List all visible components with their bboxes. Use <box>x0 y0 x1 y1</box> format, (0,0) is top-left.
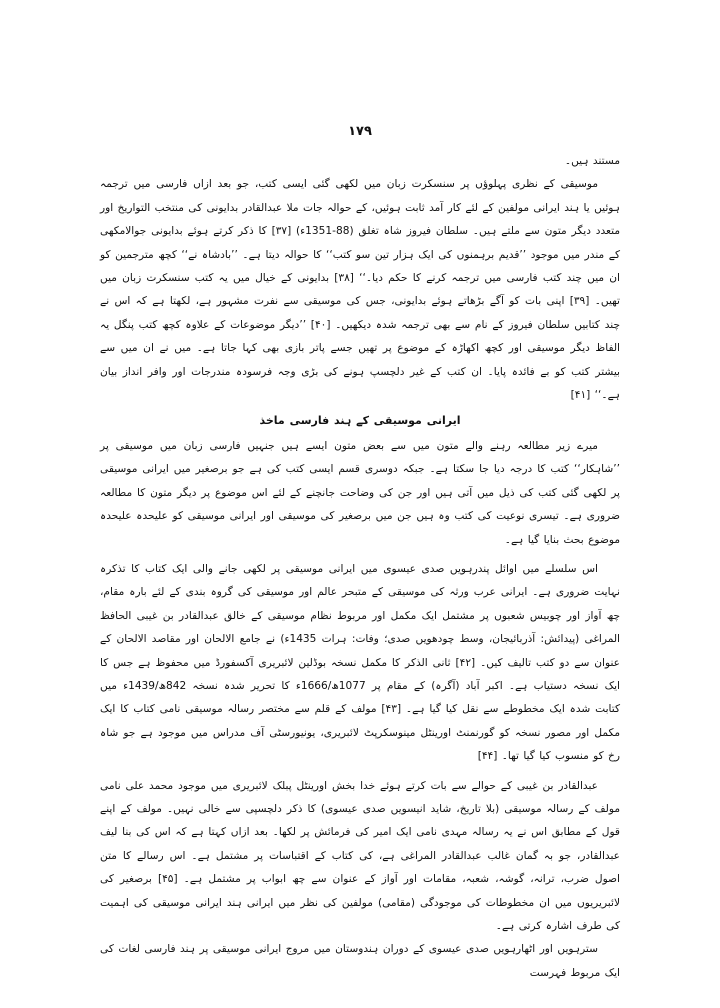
page-number: ۱۷۹ <box>348 124 372 139</box>
body-text <box>100 150 620 985</box>
paragraph: سترہویں اور اٹھارہویں صدی عیسوی کے دوران ہندوستان میں مروج ایرانی موسیقی پر ہند فارسی لغات کی ایک مربوط فہرست <box>100 943 620 979</box>
paragraph: موسیقی کے نظری پہلوؤں پر سنسکرت زبان میں لکھی گئی ایسی کتب، جو بعد ازاں فارسی میں ترجمہ ہوئیں یا ہند ایرانی مولفین کے لئے کار آمد ثابت ہوئیں، کے حوالہ جات ملا عبدالقادر بدایونی کی منتخب التواریخ اور متعدد دیگر متون سے ملتے ہیں۔ سلطان فیروز شاہ تغلق (88-1351ء) [۳۷] کا ذکر کرتے ہوئے بدایونی جوالامکھی کے مندر میں موجود ’’قدیم برہمنوں کی ایک ہزار تین سو کتب‘‘ کا حوالہ دیتا ہے۔ ’’بادشاہ نے‘‘ کچھ مترجمین کو ان میں چند کتب فارسی میں ترجمہ کرنے کا حکم دیا۔‘‘ [۳۸] بدایونی کے خیال میں یہ کتب سنسکرت زبان میں تھیں۔ [۳۹] اپنی بات کو آگے بڑھاتے ہوئے بدایونی، جس کی موسیقی سے نفرت مشہور ہے، لکھتا ہے کہ اس نے چند کتابیں سلطان فیروز کے نام سے بھی ترجمہ شدہ دیکھیں۔ [۴۰] ’’دیگر موضوعات کے علاوہ کچھ کتب پنگل یہ الفاظ دیگر موسیقی اور کچھ اکھاڑہ کے موضوع پر تھیں جسے پاتر بازی بھی کہا جاتا ہے۔ میں نے ان میں سے بیشتر کتب کو بے فائدہ پایا۔ ان کتب کے غیر دلچسپ ہونے کی بڑی وجہ فرسودہ مندرجات اور وافر انداز بیان ہے۔‘‘ [۴۱] <box>100 178 621 402</box>
section-heading: ایرانی موسیقی کے ہند فارسی ماخذ <box>259 414 461 428</box>
paragraph: میرے زیر مطالعہ رہنے والے متون میں سے بعض متون ایسے ہیں جنہیں فارسی زبان میں موسیقی پر ’’شاہکار‘‘ کتب کا درجہ دیا جا سکتا ہے۔ جبکہ دوسری قسم ایسی کتب کی ہے جو برصغیر میں ایرانی موسیقی پر لکھی گئی کتب کی ذیل میں آتی ہیں اور جن کی وضاحت جانچنے کے لئے اس موضوع پر دیگر متون کا مطالعہ ضروری ہے۔ تیسری نوعیت کی کتب وہ ہیں جن میں برصغیر کی موسیقی اور ایرانی موسیقی کو علیحدہ علیحدہ موضوع بحث بنایا گیا ہے۔ <box>100 439 620 546</box>
paragraph: عبدالقادر بن غیبی کے حوالے سے بات کرتے ہوئے خدا بخش اورینٹل پبلک لائبریری میں موجود محمد علی نامی مولف کے رسالہ موسیقی (بلا تاریخ، شاید انیسویں صدی عیسوی) کا ذکر دلچسپی سے خالی نہیں۔ مولف کے اپنے قول کے مطابق اس نے یہ رسالہ مہدی نامی ایک امیر کی فرمائش پر لکھا۔ بعد ازاں کہتا ہے کہ اس کی بنا لیف عبدالقادر، جو بہ گمان غالب عبدالقادر المراغی ہے، کی کتاب کے اقتباسات پر مشتمل ہے۔ اس رسالے کا متن اصول ضرب، ترانہ، گوشہ، شعبہ، مقامات اور آواز کے عنوان سے چھ ابواب پر مشتمل ہے۔ [۴۵] برصغیر کی لائبریریوں میں ان مخطوطات کی موجودگی (مقامی) مولفین کی نظر میں ایرانی ہند ایرانی موسیقی کی اہمیت کی طرف اشارہ کرتی ہے۔ <box>100 779 620 932</box>
paragraph: اس سلسلے میں اوائل پندرہویں صدی عیسوی میں ایرانی موسیقی پر لکھی جانے والی ایک کتاب کا تذکرہ نہایت ضروری ہے۔ ایرانی عرب ورثہ کی موسیقی کے متبحر عالم اور موسیقی کی گروہ بندی کے لئے بارہ مقام، چھ آواز اور چوبیس شعبوں پر مشتمل ایک مکمل اور مربوط نظام موسیقی کے خالق عبدالقادر بن غیبی الحافظ المراغی (پیدائش: آذربائیجان، وسط چودھویں صدی؛ وفات: ہرات 1435ء) نے جامع الالحان اور مقاصد الالحان کے عنوان سے دو کتب تالیف کیں۔ [۴۲] ثانی الذکر کا مکمل نسخہ بوڈلین لائبریری آکسفورڈ میں محفوظ ہے جس کا ایک نسخہ دستیاب ہے۔ اکبر آباد (آگرہ) کے مقام پر 1077ھ/1666ء کا تحریر شدہ نسخہ 842ھ/1439ء میں کتابت شدہ ایک مخطوطے سے نقل کیا گیا ہے۔ [۴۳] مولف کے قلم سے مختصر رسالہ موسیقی نامی کتاب کا ایک مکمل اور مصور نسخہ کو گورنمنٹ اورینٹل مینوسکرپٹ لائبریری، یونیورسٹی آف مدراس میں موجود ہے جو شاہ رخ کو منسوب کیا گیا تھا۔ [۴۴] <box>100 562 621 763</box>
paragraph-continuation: مستند ہیں۔ <box>564 155 620 167</box>
